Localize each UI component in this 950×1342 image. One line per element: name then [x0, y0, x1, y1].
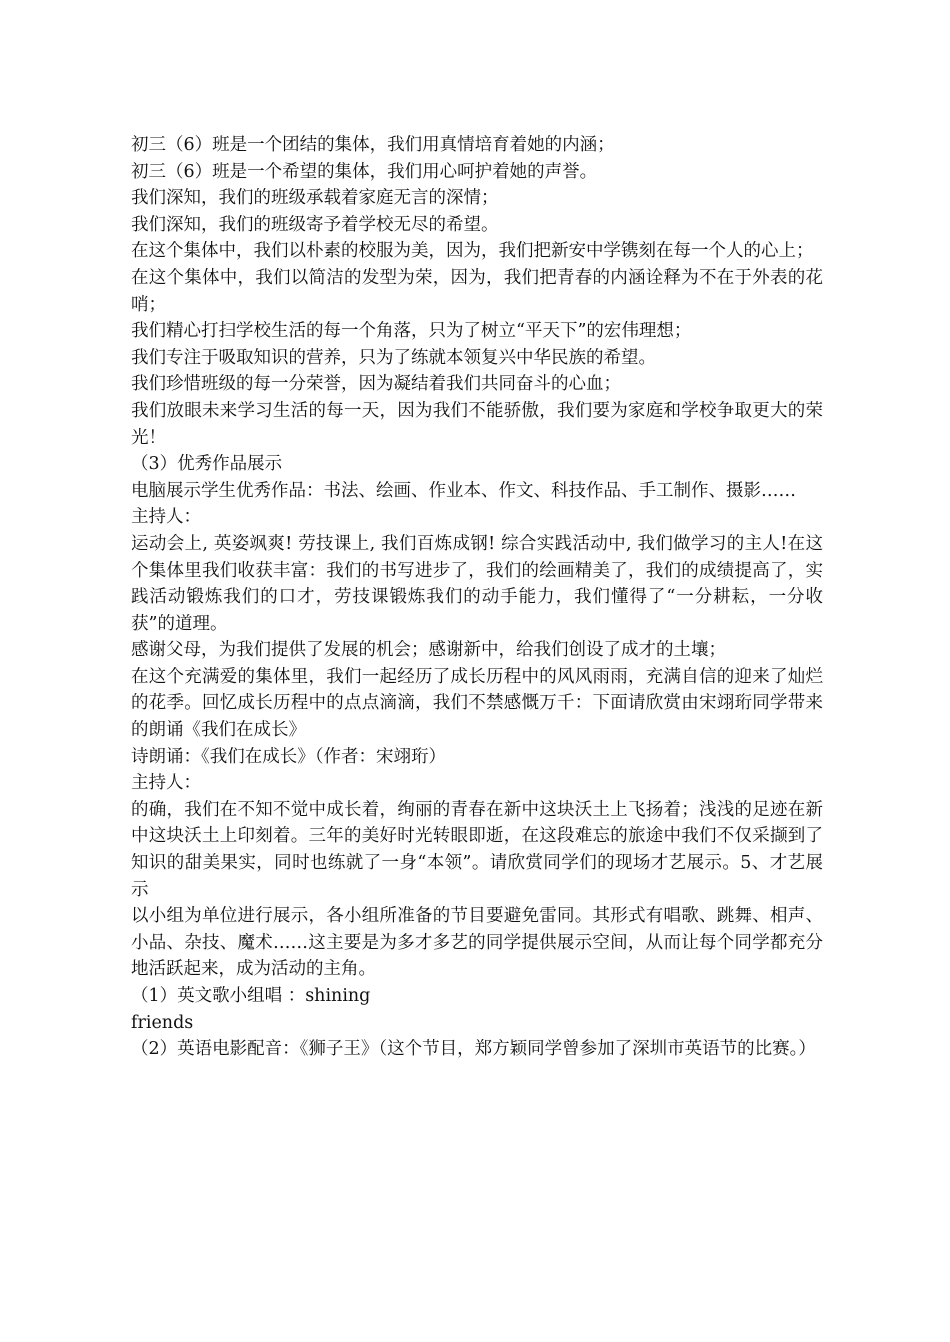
paragraph-4: 我们深知，我们的班级寄予着学校无尽的希望。: [131, 214, 499, 235]
paragraph-22: friends: [131, 1012, 194, 1033]
paragraph-20: 以小组为单位进行展示，各小组所准备的节目要避免雷同。其形式有唱歌、跳舞、相声、小品、杂技、魔术……这主要是为多才多艺的同学提供展示空间，从而让每个同学都充分地活跃起来，成为活动的主角。: [131, 906, 823, 980]
host-label-2: 主持人：: [131, 773, 201, 794]
paragraph-15: 感谢父母，为我们提供了发展的机会；感谢新中，给我们创设了成才的土壤；: [131, 640, 726, 661]
paragraph-16: 在这个充满爱的集体里，我们一起经历了成长历程中的风风雨雨，充满自信的迎来了灿烂的花季。回忆成长历程中的点点滴滴，我们不禁感慨万千：下面请欣赏由宋翊珩同学带来的朗诵《我们在成长》: [131, 666, 823, 741]
paragraph-10: 我们放眼未来学习生活的每一天，因为我们不能骄傲，我们要为家庭和学校争取更大的荣光！: [131, 400, 823, 448]
paragraph-1: 初三（6）班是一个团结的集体，我们用真情培育着她的内涵；: [131, 135, 615, 155]
paragraph-14: 运动会上, 英姿飒爽! 劳技课上, 我们百炼成钢! 综合实践活动中, 我们做学习的主人!在这个集体里我们收获丰富：我们的书写进步了，我们的绘画精美了，我们的成绩提高了，实践活动锻炼我们的口才，劳技课锻炼我们的动手能力，我们懂得了“一分耕耘，一分收获”的道理。: [131, 533, 823, 634]
paragraph-19: 的确，我们在不知不觉中成长着，绚丽的青春在新中这块沃土上飞扬着；浅浅的足迹在新中这块沃土上印刻着。三年的美好时光转眼即逝，在这段难忘的旅途中我们不仅采撷到了知识的甜美果实，同时也练就了一身“本领”。请欣赏同学们的现场才艺展示。5、才艺展示: [131, 799, 823, 900]
paragraph-2: 初三（6）班是一个希望的集体，我们用心呵护着她的声誉。: [131, 161, 598, 182]
paragraph-23: （2）英语电影配音：《狮子王》（这个节目，郑方颖同学曾参加了深圳市英语节的比赛。）: [131, 1039, 816, 1060]
section-heading-works: （3）优秀作品展示: [131, 454, 283, 475]
paragraph-21: （1）英文歌小组唱 ：shining: [131, 986, 371, 1006]
paragraph-12: 电脑展示学生优秀作品：书法、绘画、作业本、作文、科技作品、手工制作、摄影……: [131, 480, 796, 501]
paragraph-17: 诗朗诵：《我们在成长》（作者：宋翊珩）: [131, 746, 446, 767]
host-label-1: 主持人：: [131, 507, 201, 528]
paragraph-6: 在这个集体中，我们以简洁的发型为荣，因为，我们把青春的内涵诠释为不在于外表的花哨；: [131, 267, 823, 315]
paragraph-9: 我们珍惜班级的每一分荣誉，因为凝结着我们共同奋斗的心血；: [131, 374, 621, 395]
paragraph-3: 我们深知，我们的班级承载着家庭无言的深情；: [131, 188, 499, 209]
paragraph-5: 在这个集体中，我们以朴素的校服为美，因为，我们把新安中学镌刻在每一个人的心上；: [131, 241, 814, 262]
document-body: [131, 132, 823, 1063]
paragraph-8: 我们专注于吸取知识的营养，只为了练就本领复兴中华民族的希望。: [131, 347, 656, 368]
paragraph-7: 我们精心打扫学校生活的每一个角落，只为了树立“平天下”的宏伟理想；: [131, 321, 692, 342]
